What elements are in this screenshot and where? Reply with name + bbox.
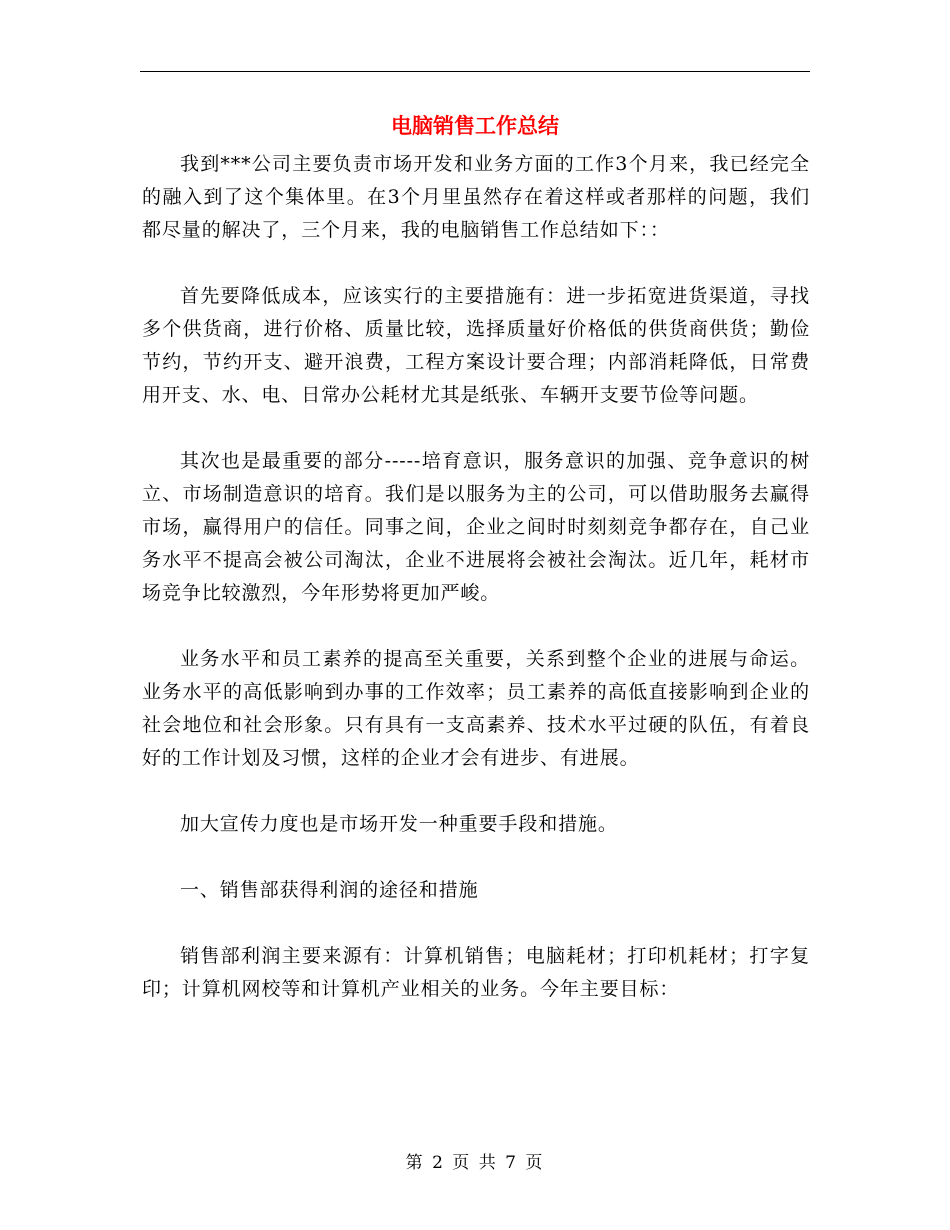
document-title: 电脑销售工作总结 — [391, 114, 559, 138]
paragraph-promotion: 加大宣传力度也是市场开发一种重要手段和措施。 — [180, 813, 618, 835]
paragraph-cost-reduction: 首先要降低成本，应该实行的主要措施有：进一步拓宽进货渠道，寻找多个供货商，进行价格、质量比较，选择质量好价格低的供货商供货；勤俭节约，节约开支、避开浪费，工程方案设计要合理；内部消耗降低，日常费用开支、水、电、日常办公耗材尤其是纸张、车辆开支要节俭等问题。 — [142, 285, 810, 406]
section-heading-profit: 一、销售部获得利润的途径和措施 — [180, 879, 479, 901]
paragraph-staff-quality: 业务水平和员工素养的提高至关重要，关系到整个企业的进展与命运。业务水平的高低影响到办事的工作效率；员工素养的高低直接影响到企业的社会地位和社会形象。只有具有一支高素养、技术水平过硬的队伍，有着良好的工作计划及习惯，这样的企业才会有进步、有进展。 — [142, 648, 810, 769]
header-rule — [140, 71, 810, 72]
paragraph-service-awareness: 其次也是最重要的部分-----培育意识，服务意识的加强、竞争意识的树立、市场制造意识的培育。我们是以服务为主的公司，可以借助服务去赢得市场，赢得用户的信任。同事之间，企业之间时时刻刻竞争都存在，自己业务水平不提高会被公司淘汰，企业不进展将会被社会淘汰。近几年，耗材市场竞争比较激烈，今年形势将更加严峻。 — [142, 450, 810, 604]
document-body — [142, 148, 810, 1039]
paragraph-intro: 我到***公司主要负责市场开发和业务方面的工作3个月来，我已经完全的融入到了这个集体里。在3个月里虽然存在着这样或者那样的问题，我们都尽量的解决了，三个月来，我的电脑销售工作总结如下：： — [142, 153, 810, 241]
paragraph-profit-sources: 销售部利润主要来源有：计算机销售；电脑耗材；打印机耗材；打字复印；计算机网校等和计算机产业相关的业务。今年主要目标： — [142, 945, 810, 1000]
page-number-footer: 第 2 页 共 7 页 — [405, 1153, 545, 1173]
